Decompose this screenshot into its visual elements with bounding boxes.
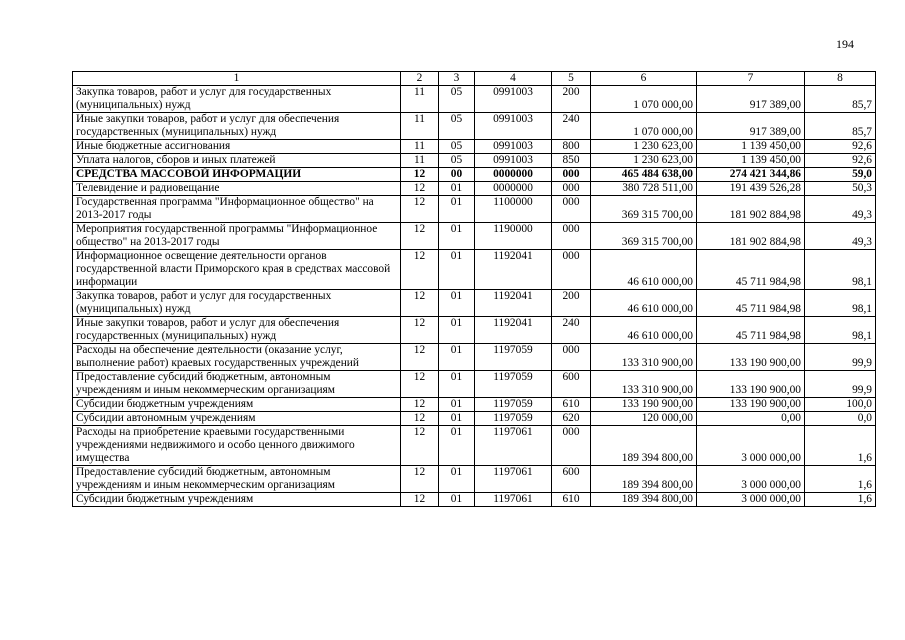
- planned-amount-cell: 1 070 000,00: [591, 113, 697, 140]
- subsection-code-cell: 01: [439, 426, 475, 466]
- section-code-cell: 12: [401, 182, 439, 196]
- row-name-cell: Субсидии бюджетным учреждениям: [73, 398, 401, 412]
- section-code-cell: 12: [401, 223, 439, 250]
- expense-type-code-cell: 600: [552, 466, 591, 493]
- execution-percent-cell: 85,7: [805, 113, 876, 140]
- expense-type-code-cell: 000: [552, 344, 591, 371]
- subsection-code-cell: 05: [439, 154, 475, 168]
- row-name-cell: Субсидии бюджетным учреждениям: [73, 493, 401, 507]
- row-name-cell: Иные закупки товаров, работ и услуг для обеспечения государственных (муниципальных) нужд: [73, 113, 401, 140]
- section-code-cell: 12: [401, 371, 439, 398]
- table-row: [73, 250, 876, 290]
- table-row: [73, 344, 876, 371]
- planned-amount-cell: 133 310 900,00: [591, 371, 697, 398]
- row-name-cell: Закупка товаров, работ и услуг для государственных (муниципальных) нужд: [73, 290, 401, 317]
- subsection-code-cell: 01: [439, 182, 475, 196]
- table-row: [73, 196, 876, 223]
- actual-amount-cell: 1 139 450,00: [697, 140, 805, 154]
- target-item-code-cell: 1197059: [475, 412, 552, 426]
- page-number: 194: [836, 37, 854, 51]
- target-item-code-cell: 1197059: [475, 371, 552, 398]
- column-header: 2: [401, 72, 439, 86]
- section-code-cell: 11: [401, 154, 439, 168]
- budget-table: [72, 71, 876, 507]
- execution-percent-cell: 92,6: [805, 154, 876, 168]
- execution-percent-cell: 1,6: [805, 426, 876, 466]
- expense-type-code-cell: 850: [552, 154, 591, 168]
- actual-amount-cell: 917 389,00: [697, 86, 805, 113]
- subsection-code-cell: 00: [439, 168, 475, 182]
- subsection-code-cell: 01: [439, 398, 475, 412]
- subsection-code-cell: 01: [439, 493, 475, 507]
- row-name-cell: Уплата налогов, сборов и иных платежей: [73, 154, 401, 168]
- planned-amount-cell: 46 610 000,00: [591, 317, 697, 344]
- section-code-cell: 11: [401, 113, 439, 140]
- target-item-code-cell: 1192041: [475, 317, 552, 344]
- section-code-cell: 12: [401, 398, 439, 412]
- section-code-cell: 12: [401, 250, 439, 290]
- row-name-cell: Предоставление субсидий бюджетным, автономным учреждениям и иным некоммерческим организациям: [73, 371, 401, 398]
- table-header-row: [73, 72, 876, 86]
- subsection-code-cell: 05: [439, 140, 475, 154]
- target-item-code-cell: 1190000: [475, 223, 552, 250]
- execution-percent-cell: 0,0: [805, 412, 876, 426]
- target-item-code-cell: 0000000: [475, 182, 552, 196]
- table-row: [73, 223, 876, 250]
- execution-percent-cell: 98,1: [805, 250, 876, 290]
- row-name-cell: Информационное освещение деятельности органов государственной власти Приморского края в средствах массовой информации: [73, 250, 401, 290]
- expense-type-code-cell: 800: [552, 140, 591, 154]
- planned-amount-cell: 465 484 638,00: [591, 168, 697, 182]
- table-row: [73, 113, 876, 140]
- table-row: [73, 317, 876, 344]
- execution-percent-cell: 50,3: [805, 182, 876, 196]
- target-item-code-cell: 0991003: [475, 140, 552, 154]
- actual-amount-cell: 45 711 984,98: [697, 250, 805, 290]
- expense-type-code-cell: 240: [552, 113, 591, 140]
- column-header: 4: [475, 72, 552, 86]
- execution-percent-cell: 99,9: [805, 344, 876, 371]
- actual-amount-cell: 45 711 984,98: [697, 290, 805, 317]
- subsection-code-cell: 01: [439, 466, 475, 493]
- target-item-code-cell: 0000000: [475, 168, 552, 182]
- row-name-cell: Иные бюджетные ассигнования: [73, 140, 401, 154]
- section-code-cell: 12: [401, 317, 439, 344]
- execution-percent-cell: 85,7: [805, 86, 876, 113]
- row-name-cell: СРЕДСТВА МАССОВОЙ ИНФОРМАЦИИ: [73, 168, 401, 182]
- table-row: [73, 426, 876, 466]
- planned-amount-cell: 1 230 623,00: [591, 154, 697, 168]
- actual-amount-cell: 3 000 000,00: [697, 493, 805, 507]
- subsection-code-cell: 01: [439, 250, 475, 290]
- subsection-code-cell: 01: [439, 344, 475, 371]
- execution-percent-cell: 92,6: [805, 140, 876, 154]
- actual-amount-cell: 133 190 900,00: [697, 344, 805, 371]
- actual-amount-cell: 181 902 884,98: [697, 223, 805, 250]
- expense-type-code-cell: 000: [552, 223, 591, 250]
- row-name-cell: Закупка товаров, работ и услуг для государственных (муниципальных) нужд: [73, 86, 401, 113]
- expense-type-code-cell: 000: [552, 196, 591, 223]
- target-item-code-cell: 1192041: [475, 290, 552, 317]
- planned-amount-cell: 133 310 900,00: [591, 344, 697, 371]
- section-code-cell: 11: [401, 140, 439, 154]
- row-name-cell: Мероприятия государственной программы "Информационное общество" на 2013-2017 годы: [73, 223, 401, 250]
- target-item-code-cell: 0991003: [475, 113, 552, 140]
- expense-type-code-cell: 000: [552, 250, 591, 290]
- expense-type-code-cell: 000: [552, 168, 591, 182]
- section-code-cell: 12: [401, 466, 439, 493]
- target-item-code-cell: 1197059: [475, 344, 552, 371]
- execution-percent-cell: 49,3: [805, 196, 876, 223]
- actual-amount-cell: 191 439 526,28: [697, 182, 805, 196]
- planned-amount-cell: 1 230 623,00: [591, 140, 697, 154]
- section-code-cell: 12: [401, 290, 439, 317]
- expense-type-code-cell: 200: [552, 290, 591, 317]
- target-item-code-cell: 0991003: [475, 86, 552, 113]
- expense-type-code-cell: 620: [552, 412, 591, 426]
- section-code-cell: 12: [401, 426, 439, 466]
- section-code-cell: 12: [401, 196, 439, 223]
- execution-percent-cell: 49,3: [805, 223, 876, 250]
- execution-percent-cell: 98,1: [805, 317, 876, 344]
- subsection-code-cell: 05: [439, 86, 475, 113]
- table-row: [73, 154, 876, 168]
- actual-amount-cell: 274 421 344,86: [697, 168, 805, 182]
- target-item-code-cell: 1197061: [475, 466, 552, 493]
- column-header: 1: [73, 72, 401, 86]
- execution-percent-cell: 98,1: [805, 290, 876, 317]
- table-row: [73, 140, 876, 154]
- subsection-code-cell: 01: [439, 412, 475, 426]
- execution-percent-cell: 100,0: [805, 398, 876, 412]
- expense-type-code-cell: 600: [552, 371, 591, 398]
- planned-amount-cell: 46 610 000,00: [591, 250, 697, 290]
- expense-type-code-cell: 610: [552, 398, 591, 412]
- target-item-code-cell: 0991003: [475, 154, 552, 168]
- execution-percent-cell: 99,9: [805, 371, 876, 398]
- planned-amount-cell: 369 315 700,00: [591, 196, 697, 223]
- actual-amount-cell: 3 000 000,00: [697, 466, 805, 493]
- row-name-cell: Субсидии автономным учреждениям: [73, 412, 401, 426]
- row-name-cell: Иные закупки товаров, работ и услуг для обеспечения государственных (муниципальных) нужд: [73, 317, 401, 344]
- column-header: 3: [439, 72, 475, 86]
- planned-amount-cell: 189 394 800,00: [591, 426, 697, 466]
- table-row: [73, 466, 876, 493]
- actual-amount-cell: 1 139 450,00: [697, 154, 805, 168]
- planned-amount-cell: 189 394 800,00: [591, 493, 697, 507]
- planned-amount-cell: 380 728 511,00: [591, 182, 697, 196]
- subsection-code-cell: 01: [439, 290, 475, 317]
- execution-percent-cell: 1,6: [805, 466, 876, 493]
- table-row: [73, 168, 876, 182]
- row-name-cell: Государственная программа "Информационное общество" на 2013-2017 годы: [73, 196, 401, 223]
- actual-amount-cell: 0,00: [697, 412, 805, 426]
- subsection-code-cell: 05: [439, 113, 475, 140]
- planned-amount-cell: 1 070 000,00: [591, 86, 697, 113]
- target-item-code-cell: 1197061: [475, 493, 552, 507]
- row-name-cell: Расходы на приобретение краевыми государственными учреждениями недвижимого и особо ценного движимого имущества: [73, 426, 401, 466]
- row-name-cell: Телевидение и радиовещание: [73, 182, 401, 196]
- actual-amount-cell: 133 190 900,00: [697, 371, 805, 398]
- table-row: [73, 86, 876, 113]
- execution-percent-cell: 59,0: [805, 168, 876, 182]
- section-code-cell: 12: [401, 412, 439, 426]
- expense-type-code-cell: 000: [552, 426, 591, 466]
- actual-amount-cell: 133 190 900,00: [697, 398, 805, 412]
- planned-amount-cell: 46 610 000,00: [591, 290, 697, 317]
- expense-type-code-cell: 610: [552, 493, 591, 507]
- table-row: [73, 398, 876, 412]
- subsection-code-cell: 01: [439, 371, 475, 398]
- table-row: [73, 182, 876, 196]
- actual-amount-cell: 917 389,00: [697, 113, 805, 140]
- table-row: [73, 412, 876, 426]
- table-row: [73, 371, 876, 398]
- section-code-cell: 11: [401, 86, 439, 113]
- planned-amount-cell: 120 000,00: [591, 412, 697, 426]
- column-header: 6: [591, 72, 697, 86]
- column-header: 5: [552, 72, 591, 86]
- column-header: 7: [697, 72, 805, 86]
- row-name-cell: Предоставление субсидий бюджетным, автономным учреждениям и иным некоммерческим организациям: [73, 466, 401, 493]
- execution-percent-cell: 1,6: [805, 493, 876, 507]
- target-item-code-cell: 1197061: [475, 426, 552, 466]
- target-item-code-cell: 1192041: [475, 250, 552, 290]
- planned-amount-cell: 189 394 800,00: [591, 466, 697, 493]
- planned-amount-cell: 133 190 900,00: [591, 398, 697, 412]
- expense-type-code-cell: 000: [552, 182, 591, 196]
- section-code-cell: 12: [401, 168, 439, 182]
- row-name-cell: Расходы на обеспечение деятельности (оказание услуг, выполнение работ) краевых государственных учреждений: [73, 344, 401, 371]
- table-row: [73, 493, 876, 507]
- target-item-code-cell: 1197059: [475, 398, 552, 412]
- subsection-code-cell: 01: [439, 223, 475, 250]
- subsection-code-cell: 01: [439, 317, 475, 344]
- table-row: [73, 290, 876, 317]
- expense-type-code-cell: 240: [552, 317, 591, 344]
- subsection-code-cell: 01: [439, 196, 475, 223]
- section-code-cell: 12: [401, 344, 439, 371]
- actual-amount-cell: 45 711 984,98: [697, 317, 805, 344]
- column-header: 8: [805, 72, 876, 86]
- expense-type-code-cell: 200: [552, 86, 591, 113]
- target-item-code-cell: 1100000: [475, 196, 552, 223]
- actual-amount-cell: 3 000 000,00: [697, 426, 805, 466]
- planned-amount-cell: 369 315 700,00: [591, 223, 697, 250]
- section-code-cell: 12: [401, 493, 439, 507]
- actual-amount-cell: 181 902 884,98: [697, 196, 805, 223]
